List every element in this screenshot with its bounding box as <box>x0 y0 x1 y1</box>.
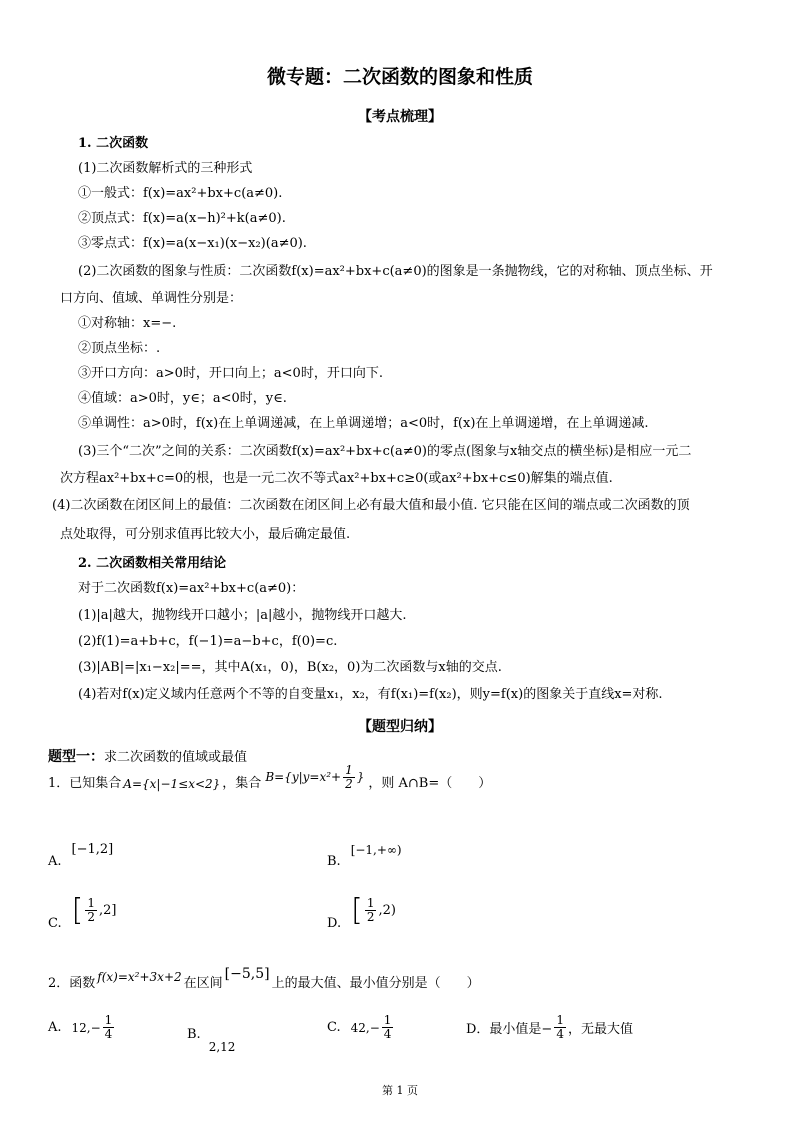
text-line: (2)f(1)=a+b+c，f(−1)=a−b+c，f(0)=c. <box>78 634 338 649</box>
choice-label: B. <box>327 854 341 869</box>
choice-value <box>351 1014 396 1041</box>
text-line: 口方向、值域、单调性分别是： <box>60 291 243 306</box>
fraction <box>103 1014 115 1041</box>
section-heading-review: 【考点梳理】 <box>358 109 442 125</box>
text-line: ③零点式：f(x)=a(x−x₁)(x−x₂)(a≠0). <box>78 236 307 251</box>
choice-label: B. <box>187 1026 201 1042</box>
q2-choice-b <box>187 1014 235 1054</box>
q2-suffix: 上的最大值、最小值分别是（ ） <box>271 976 480 991</box>
heading-common-conclusions: 2. 二次函数相关常用结论 <box>78 556 227 571</box>
q2-mid: 在区间 <box>183 976 223 991</box>
q1-choice-c <box>48 890 116 931</box>
q1-set-b-fraction <box>343 764 355 791</box>
text-line: (4)若对f(x)定义域内任意两个不等的自变量x₁，x₂，有f(x₁)=f(x₂)，则y=f(x)的图象关于直线x=对称. <box>78 687 663 702</box>
text-line: ③开口方向：a>0时，开口向上；a<0时，开口向下. <box>78 366 383 381</box>
fraction-denominator: 2 <box>345 776 353 791</box>
choice-label: D．最小值是− <box>466 1022 553 1037</box>
choice-value-rest: ,2) <box>378 903 396 918</box>
text-line: ②顶点坐标：. <box>78 341 161 356</box>
choice-value <box>71 892 117 928</box>
fraction <box>365 897 377 924</box>
section-heading-question-types: 【题型归纳】 <box>358 719 442 735</box>
choice-value: [−1,+∞) <box>350 842 402 857</box>
fraction-denominator: 4 <box>556 1027 564 1041</box>
fraction-numerator: 1 <box>104 1013 113 1027</box>
choice-value <box>351 892 396 928</box>
fraction <box>554 1014 566 1041</box>
fraction <box>382 1014 394 1041</box>
choice-value-prefix: 42,− <box>350 1020 380 1035</box>
q2-function: f(x)=x²+3x+2 <box>97 970 182 984</box>
fraction-denominator: 2 <box>87 910 95 924</box>
choice-label: C. <box>327 1020 341 1035</box>
choice-value-prefix: 12,− <box>71 1020 101 1035</box>
q1-set-b <box>265 764 364 791</box>
page-footer: 第 1 页 <box>382 1084 418 1097</box>
choice-label: A. <box>48 1020 62 1035</box>
choice-value <box>72 1014 117 1041</box>
fraction-numerator: 1 <box>87 896 95 910</box>
q1-set-b-lhs: B={y|y=x²+ <box>265 770 342 784</box>
fraction-denominator: 2 <box>366 910 375 924</box>
text-line: (1)|a|越大，抛物线开口越小；|a|越小，抛物线开口越大. <box>78 608 407 623</box>
fraction <box>85 897 97 924</box>
text-line: ⑤单调性：a>0时，f(x)在上单调递减，在上单调递增；a<0时，f(x)在上单调递增，在上单调递减. <box>78 416 649 431</box>
question-type-text: 求二次函数的值域或最值 <box>104 750 248 765</box>
text-line: 次方程ax²+bx+c=0的根，也是一元二次不等式ax²+bx+c≥0(或ax²+bx+c≤0)解集的端点值. <box>60 471 613 486</box>
text-line: (2)二次函数的图象与性质：二次函数f(x)=ax²+bx+c(a≠0)的图象是一条抛物线，它的对称轴、顶点坐标、开 <box>78 264 713 279</box>
question-2-stem <box>48 962 480 992</box>
q1-suffix: ，则 A∩B=（ ） <box>368 776 492 791</box>
q1-choice-b <box>327 840 402 869</box>
fraction-numerator: 1 <box>383 1013 392 1027</box>
q1-choice-d <box>327 890 396 931</box>
question-type-heading <box>48 746 247 766</box>
bracket: [ <box>351 892 363 928</box>
q1-set-a: A={x|−1≤x<2} <box>123 777 221 791</box>
heading-quadratic-function: 1. 二次函数 <box>78 136 149 151</box>
fraction-numerator: 1 <box>556 1013 564 1027</box>
bracket: [ <box>71 892 84 928</box>
q2-interval: [−5,5] <box>224 966 270 982</box>
fraction-denominator: 4 <box>104 1027 113 1041</box>
question-type-label: 题型一： <box>48 749 104 765</box>
choice-label: D. <box>327 916 342 931</box>
choice-label: A. <box>48 854 62 869</box>
q2-choice-a <box>48 1014 116 1041</box>
text-line: ①一般式：f(x)=ax²+bx+c(a≠0). <box>78 186 283 201</box>
q2-prefix: 2．函数 <box>48 976 96 991</box>
choice-value: 2,12 <box>208 1040 236 1054</box>
text-line: 点处取得，可分别求值再比较大小，最后确定最值. <box>60 527 351 542</box>
text-line: (1)二次函数解析式的三种形式 <box>78 161 253 176</box>
q1-mid: ，集合 <box>222 776 262 791</box>
fraction-numerator: 1 <box>345 762 353 777</box>
q2-choice-c <box>327 1014 395 1041</box>
text-line: 对于二次函数f(x)=ax²+bx+c(a≠0)： <box>78 581 305 596</box>
text-line: ④值域：a>0时，y∈；a<0时，y∈. <box>78 391 287 406</box>
text-line: ①对称轴：x=−. <box>78 316 177 331</box>
fraction-numerator: 1 <box>366 896 375 910</box>
q2-choice-d <box>466 1014 633 1041</box>
choice-suffix: ，无最大值 <box>567 1022 633 1037</box>
question-1-stem <box>48 762 492 792</box>
q1-choice-a <box>48 840 113 869</box>
text-line: ②顶点式：f(x)=a(x−h)²+k(a≠0). <box>78 211 286 226</box>
q1-prefix: 1．已知集合 <box>48 776 122 791</box>
choice-value-rest: ,2] <box>98 903 117 918</box>
choice-label: C. <box>48 916 62 931</box>
text-line: (3)三个“二次”之间的关系：二次函数f(x)=ax²+bx+c(a≠0)的零点(图象与x轴交点的横坐标)是相应一元二 <box>78 444 692 459</box>
text-line: (3)|AB|=|x₁−x₂|==，其中A(x₁，0)，B(x₂，0)为二次函数与x轴的交点. <box>78 660 502 675</box>
fraction-denominator: 4 <box>383 1027 392 1041</box>
q1-set-b-rhs: } <box>356 770 365 784</box>
text-line: (4)二次函数在闭区间上的最值：二次函数在闭区间上必有最大值和最小值. 它只能在区间的端点或二次函数的顶 <box>52 498 690 513</box>
choice-value: [−1,2] <box>71 842 114 857</box>
page-title: 微专题：二次函数的图象和性质 <box>266 66 533 88</box>
